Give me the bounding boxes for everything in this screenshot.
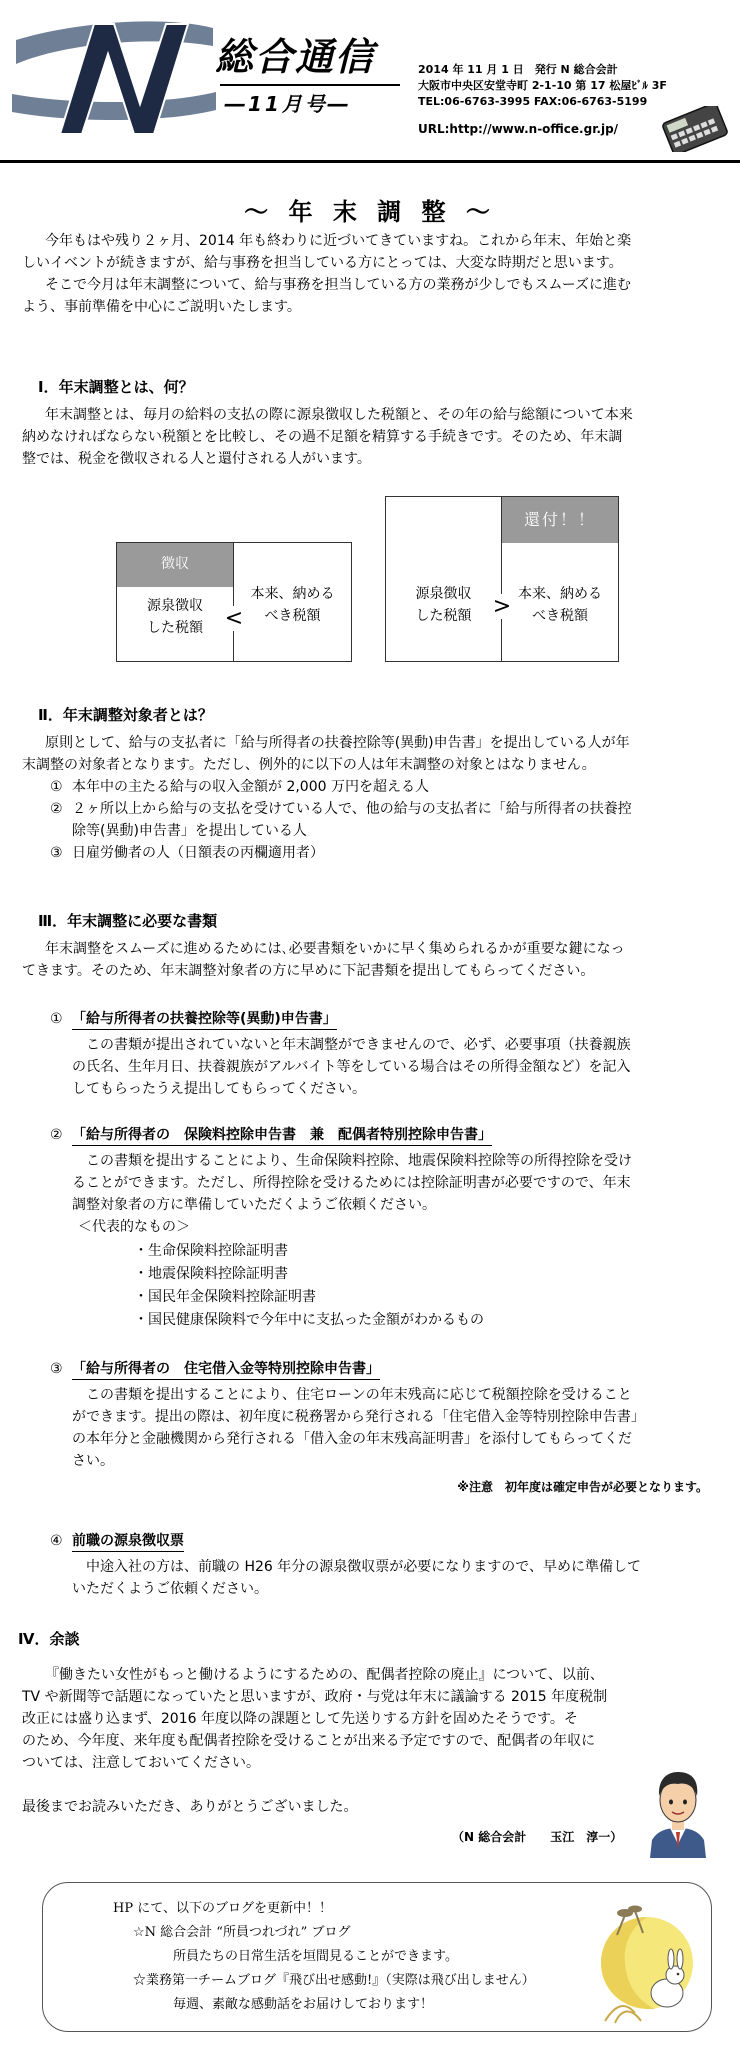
doc-4-line-2: いただくようご依頼ください。	[72, 1581, 268, 1597]
exclusion-2-text-1: ２ヶ所以上から給与の支払を受けている人で、他の給与の支払者に「給与所得者の扶養控	[72, 801, 632, 817]
doc-3-line-4: さい。	[72, 1453, 114, 1469]
footer-line-3: 所員たちの日常生活を垣間見ることができます。	[173, 1949, 458, 1964]
doc-4-title: 前職の源泉徴収票	[72, 1530, 184, 1552]
doc-3-line-3: の本年分と金融機関から発行される「借入金の年末残高証明書」を添付してもらってくだ	[72, 1431, 632, 1447]
doc-1-num: ①	[50, 1011, 63, 1027]
office-url[interactable]: URL:http://www.n-office.gr.jp/	[418, 122, 619, 136]
footer-line-2[interactable]: ☆N 総合会計 “所員つれづれ” ブログ	[133, 1925, 351, 1940]
calculator-icon	[660, 106, 730, 152]
doc-3-title: 「給与所得者の 住宅借入金等特別控除申告書」	[72, 1358, 380, 1380]
required-tax-refund-label-2: べき税額	[532, 608, 588, 624]
withheld-tax-bar	[116, 542, 234, 662]
doc-3-num: ③	[50, 1361, 63, 1377]
exclusion-3-text: 日雇労働者の人（日額表の丙欄適用者）	[72, 845, 324, 861]
doc-2-example-1: ・生命保険料控除証明書	[134, 1243, 288, 1259]
required-tax-label-1: 本来、納める	[250, 586, 335, 602]
doc-2-title: 「給与所得者の 保険料控除申告書 兼 配偶者特別控除申告書」	[72, 1124, 492, 1146]
refund-diagram	[385, 496, 619, 662]
section-1-line-3: 整では、税金を徴収される人と還付される人がいます。	[22, 451, 371, 467]
intro-line-1: 今年もはや残り２ヶ月、2014 年も終わりに近づいてきていますね。これから年末、年始と楽	[45, 233, 632, 249]
doc-2-line-1: この書類を提出することにより、生命保険料控除、地震保険料控除等の所得控除を受け	[86, 1153, 632, 1169]
author-portrait-icon	[644, 1766, 712, 1858]
footer-line-4[interactable]: ☆業務第一チームブログ『飛び出せ感動!』（実際は飛び出しません）	[133, 1973, 535, 1988]
n-logo-icon	[8, 6, 218, 156]
section-4-heading: Ⅳ．余談	[18, 1630, 80, 1648]
exclusion-1-text: 本年中の主たる給与の収入金額が 2,000 万円を超える人	[72, 779, 429, 795]
doc-2-num: ②	[50, 1127, 63, 1143]
section-1-line-2: 納めなければならない税額とを比較し、その過不足額を精算する手続きです。そのため、年末調	[22, 429, 623, 445]
exclusion-2-text-2: 除等(異動)申告書」を提出している人	[72, 823, 307, 839]
section-3-line-1: 年末調整をスムーズに進めるためには､必要書類をいかに早く集められるかが重要な鍵になっ	[45, 941, 625, 957]
doc-1-line-2: の氏名、生年月日、扶養親族がアルバイト等をしている場合はその所得金額など）を記入	[72, 1059, 631, 1075]
issue-rule	[220, 84, 400, 86]
section-4-line-4: のため、今年度、来年度も配偶者控除を受けることが出来る予定ですので、配偶者の年収に	[22, 1733, 596, 1749]
blog-notice-box	[42, 1882, 712, 2032]
section-2-line-1: 原則として、給与の支払者に「給与所得者の扶養控除等(異動)申告書」を提出している人が年	[45, 735, 630, 751]
exclusion-1-num: ①	[50, 779, 63, 795]
doc-4-line-1: 中途入社の方は、前職の H26 年分の源泉徴収票が必要になりますので、早めに準備して	[86, 1559, 641, 1575]
newsletter-title: 総合通信	[215, 35, 376, 79]
exclusion-2-num: ②	[50, 801, 63, 817]
withheld-tax-bar-refund	[385, 496, 502, 662]
doc-3-line-1: この書類を提出することにより、住宅ローンの年末残高に応じて税額控除を受けること	[86, 1387, 632, 1403]
collection-diagram	[116, 542, 352, 662]
signature: （N 総合会計 玉江 淳一）	[452, 1830, 623, 1844]
footer-line-1: HP にて、以下のブログを更新中！！	[113, 1901, 332, 1916]
greater-than-sign: >	[492, 594, 512, 619]
doc-3-line-2: ができます。提出の際は、初年度に税務署から発行される「住宅借入金等特別控除申告書」	[72, 1409, 645, 1425]
header-divider	[0, 160, 740, 163]
doc-2-example-2: ・地震保険料控除証明書	[134, 1266, 288, 1282]
doc-2-example-3: ・国民年金保険料控除証明書	[134, 1289, 316, 1305]
collection-tag: 徴収	[117, 543, 233, 587]
section-4-line-5: ついては、注意しておいてください。	[22, 1755, 260, 1771]
doc-2-line-2: ることができます。ただし、所得控除を受けるためには控除証明書が必要ですので、年末	[72, 1175, 631, 1191]
required-tax-bar-refund	[502, 496, 619, 662]
doc-3-note: ※注意 初年度は確定申告が必要となります。	[457, 1480, 708, 1494]
doc-1-line-1: この書類が提出されていないと年末調整ができませんので、必ず、必要事項（扶養親族	[86, 1037, 631, 1053]
refund-tag: 還付！！	[502, 497, 618, 543]
section-4-line-2: TV や新聞等で話題になっていたと思いますが、政府・与党は年末に議論する 2015 年度税制	[22, 1689, 608, 1705]
main-title: ～ 年 末 調 整 ～	[244, 198, 496, 226]
doc-2-line-3: 調整対象者の方に準備していただくようご依頼ください。	[72, 1197, 436, 1213]
doc-1-line-3: してもらったうえ提出してもらってください。	[72, 1081, 366, 1097]
doc-4-num: ④	[50, 1533, 63, 1549]
doc-2-example-4: ・国民健康保険料で今年中に支払った金額がわかるもの	[134, 1312, 484, 1328]
office-phone-fax: TEL:06-6763-3995 FAX:06-6763-5199	[418, 95, 648, 108]
section-2-heading: Ⅱ．年末調整対象者とは？	[38, 706, 213, 724]
withheld-tax-label-1: 源泉徴収	[147, 598, 203, 614]
newsletter-header	[8, 6, 732, 156]
doc-1-title: 「給与所得者の扶養控除等(異動)申告書」	[72, 1008, 337, 1030]
withheld-tax-refund-label-2: した税額	[415, 608, 472, 624]
section-3-line-2: てきます。そのため、年末調整対象者の方に早めに下記書類を提出してもらってください。	[22, 963, 595, 979]
required-tax-refund-label-1: 本来、納める	[518, 586, 602, 602]
section-4-line-3: 改正には盛り込まず、2016 年度以降の課題として先送りする方針を固めたそうです。そ	[22, 1711, 578, 1727]
section-2-line-2: 末調整の対象者となります。ただし、例外的に以下の人は年末調整の対象とはなりません。	[22, 757, 596, 773]
withheld-tax-refund-label-1: 源泉徴収	[415, 586, 472, 602]
less-than-sign: <	[224, 606, 244, 631]
issue-label: ―11月号―	[225, 92, 351, 116]
withheld-tax-label-2: した税額	[147, 620, 203, 636]
required-tax-bar	[234, 542, 352, 662]
section-4-line-1: 『働きたい女性がもっと働けるようにするための、配偶者控除の廃止』について、以前、	[45, 1667, 604, 1683]
footer-line-5: 毎週、素敵な感動話をお届けしております！	[173, 1997, 434, 2012]
required-tax-label-2: べき税額	[264, 608, 321, 624]
doc-2-examples-heading: ＜代表的なもの＞	[78, 1219, 190, 1235]
moon-rabbit-icon	[595, 1901, 703, 2025]
intro-line-3: そこで今月は年末調整について、給与事務を担当している方の業務が少しでもスムーズに進む	[45, 277, 632, 293]
office-address: 大阪市中央区安堂寺町 2-1-10 第 17 松屋ﾋﾞﾙ 3F	[418, 79, 667, 92]
section-3-heading: Ⅲ．年末調整に必要な書類	[38, 912, 218, 930]
exclusion-3-num: ③	[50, 845, 63, 861]
section-1-line-1: 年末調整とは、毎月の給料の支払の際に源泉徴収した税額と、その年の給与総額について本来	[45, 407, 633, 423]
intro-line-2: しいイベントが続きますが、給与事務を担当している方にとっては、大変な時期だと思います。	[22, 255, 623, 271]
closing-message: 最後までお読みいただき、ありがとうございました。	[22, 1799, 358, 1815]
issue-date: 2014 年 11 月 1 日 発行 N 総合会計	[418, 63, 618, 76]
intro-line-4: よう、事前準備を中心にご説明いたします。	[22, 299, 301, 315]
section-1-heading: Ⅰ．年末調整とは、何？	[38, 378, 194, 396]
